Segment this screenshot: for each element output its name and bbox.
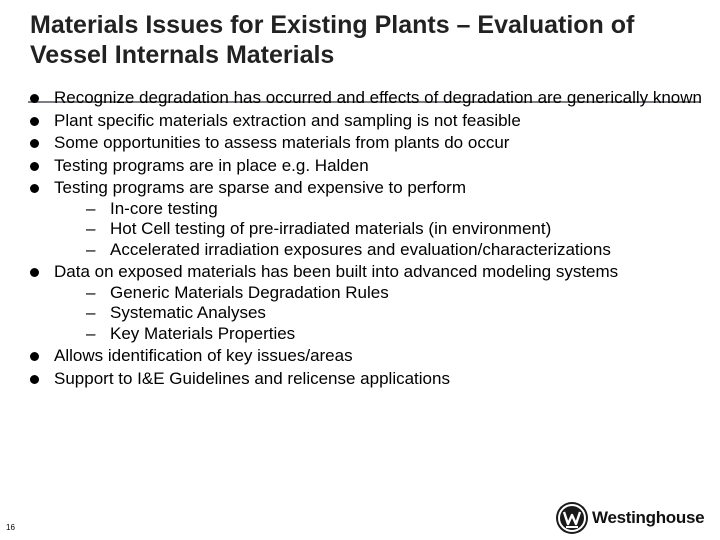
dash-marker: –: [86, 303, 96, 322]
bullet-item: [30, 88, 710, 108]
bullet-dot-icon: [30, 139, 39, 148]
bullet-item: [30, 111, 710, 131]
sub-bullet-item: [54, 240, 710, 260]
sub-bullet-text: Key Materials Properties: [110, 323, 296, 343]
dash-marker: –: [86, 198, 96, 218]
logo-wordmark: Westinghouse: [592, 508, 705, 527]
dash-marker: –: [86, 323, 96, 343]
sub-bullet-text: Accelerated irradiation exposures and evaluation/characterizations: [110, 239, 611, 259]
bullet-list: [30, 88, 710, 391]
dash-marker: –: [86, 282, 96, 302]
bullet-dot-icon: [30, 162, 39, 171]
bullet-text: Support to I&E Guidelines and relicense applications: [54, 368, 450, 388]
dash-marker: –: [86, 239, 96, 259]
slide-number: 16: [6, 523, 15, 532]
sub-bullet-item: [54, 324, 710, 344]
bullet-item: [30, 156, 710, 176]
bullet-text: Allows identification of key issues/areas: [54, 346, 353, 365]
sub-bullet-text: Hot Cell testing of pre-irradiated materials (in environment): [110, 219, 552, 238]
bullet-item: [30, 178, 710, 259]
bullet-dot-icon: [30, 352, 39, 361]
sub-bullet-item: [54, 199, 710, 219]
bullet-text: Plant specific materials extraction and sampling is not feasible: [54, 110, 521, 130]
westinghouse-w-icon: [556, 502, 588, 534]
bullet-item: [30, 133, 710, 153]
bullet-item: [30, 346, 710, 366]
westinghouse-logo: [556, 502, 716, 534]
sub-bullet-item: [54, 303, 710, 323]
sub-bullet-item: [54, 219, 710, 239]
bullet-dot-icon: [30, 117, 39, 126]
dash-marker: –: [86, 219, 96, 238]
slide-title: Materials Issues for Existing Plants – Evaluation of Vessel Internals Materials: [30, 11, 635, 69]
bullet-text: Data on exposed materials has been built into advanced modeling systems: [54, 262, 619, 281]
bullet-dot-icon: [30, 375, 39, 384]
sub-bullet-item: [54, 283, 710, 303]
bullet-dot-icon: [30, 94, 39, 103]
w-emblem-icon: [557, 503, 587, 533]
sub-bullet-text: Generic Materials Degradation Rules: [110, 282, 389, 302]
bullet-text: Recognize degradation has occurred and effects of degradation are generically known: [54, 88, 702, 107]
sub-bullet-text: Systematic Analyses: [110, 303, 266, 322]
bullet-text: Testing programs are in place e.g. Halden: [54, 155, 369, 175]
bullet-text: Some opportunities to assess materials from plants do occur: [54, 133, 510, 152]
bullet-item: [30, 262, 710, 343]
sub-bullet-text: In-core testing: [110, 198, 218, 218]
bullet-item: [30, 369, 710, 389]
bullet-text: Testing programs are sparse and expensive to perform: [54, 178, 466, 197]
bullet-dot-icon: [30, 268, 39, 277]
bullet-dot-icon: [30, 184, 39, 193]
